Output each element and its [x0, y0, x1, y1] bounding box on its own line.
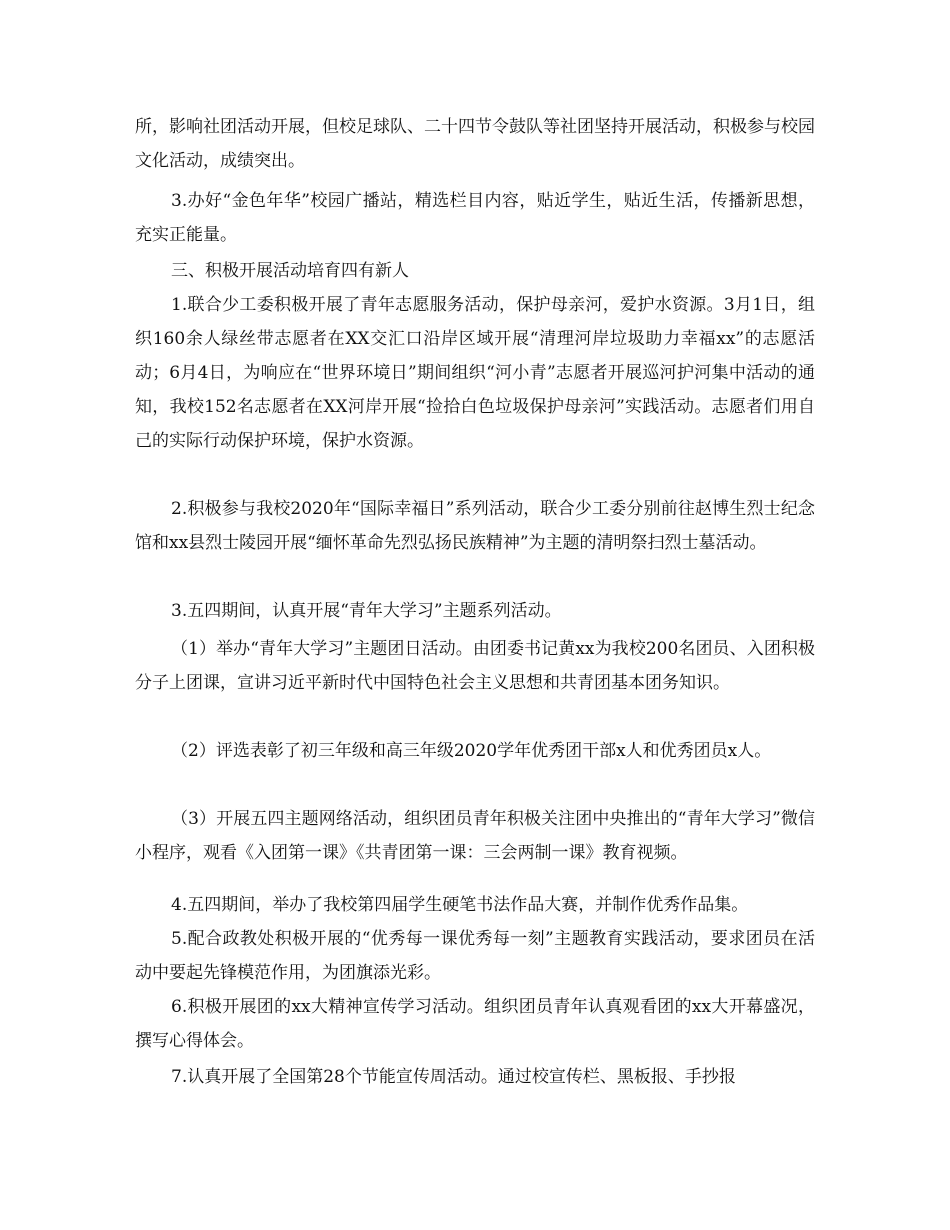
- paragraph-3: 1.联合少工委积极开展了青年志愿服务活动，保护母亲河，爱护水资源。3月1日，组织160余人绿丝带志愿者在XX交汇口沿岸区域开展“清理河岸垃圾助力幸福xx”的志愿活动；6月4日，为响应在“世界环境日”期间组织“河小青”志愿者开展巡河护河集中活动的通知，我校152名志愿者在XX河岸开展“捡拾白色垃圾保护母亲河”实践活动。志愿者们用自己的实际行动保护环境，保护水资源。: [135, 295, 815, 451]
- paragraph-9: 4.五四期间，举办了我校第四届学生硬笔书法作品大赛，并制作优秀作品集。: [171, 895, 749, 915]
- section-heading: 三、积极开展活动培育四有新人: [171, 261, 409, 281]
- paragraph-7: （2）评选表彰了初三年级和高三年级2020学年优秀团干部x人和优秀团员x人。: [171, 741, 772, 761]
- paragraph-8: （3）开展五四主题网络活动，组织团员青年积极关注团中央推出的“青年大学习”微信小程序，观看《入团第一课》《共青团第一课：三会两制一课》教育视频。: [135, 809, 815, 863]
- paragraph-6: （1）举办“青年大学习”主题团日活动。由团委书记黄xx为我校200名团员、入团积极分子上团课，宣讲习近平新时代中国特色社会主义思想和共青团基本团务知识。: [135, 639, 815, 693]
- paragraph-11: 6.积极开展团的xx大精神宣传学习活动。组织团员青年认真观看团的xx大开幕盛况，撰写心得体会。: [135, 997, 815, 1051]
- paragraph-10: 5.配合政教处积极开展的“优秀每一课优秀每一刻”主题教育实践活动，要求团员在活动中要起先锋模范作用，为团旗添光彩。: [135, 929, 815, 983]
- paragraph-4: 2.积极参与我校2020年“国际幸福日”系列活动，联合少工委分别前往赵博生烈士纪念馆和xx县烈士陵园开展“缅怀革命先烈弘扬民族精神”为主题的清明祭扫烈士墓活动。: [135, 499, 815, 553]
- paragraph-1: 3.办好“金色年华”校园广播站，精选栏目内容，贴近学生，贴近生活，传播新思想，充实正能量。: [135, 191, 815, 245]
- paragraph-12: 7.认真开展了全国第28个节能宣传周活动。通过校宣传栏、黑板报、手抄报: [171, 1067, 736, 1087]
- paragraph-0: 所，影响社团活动开展，但校足球队、二十四节令鼓队等社团坚持开展活动，积极参与校园文化活动，成绩突出。: [135, 117, 815, 171]
- paragraph-5: 3.五四期间，认真开展“青年大学习”主题系列活动。: [171, 601, 562, 621]
